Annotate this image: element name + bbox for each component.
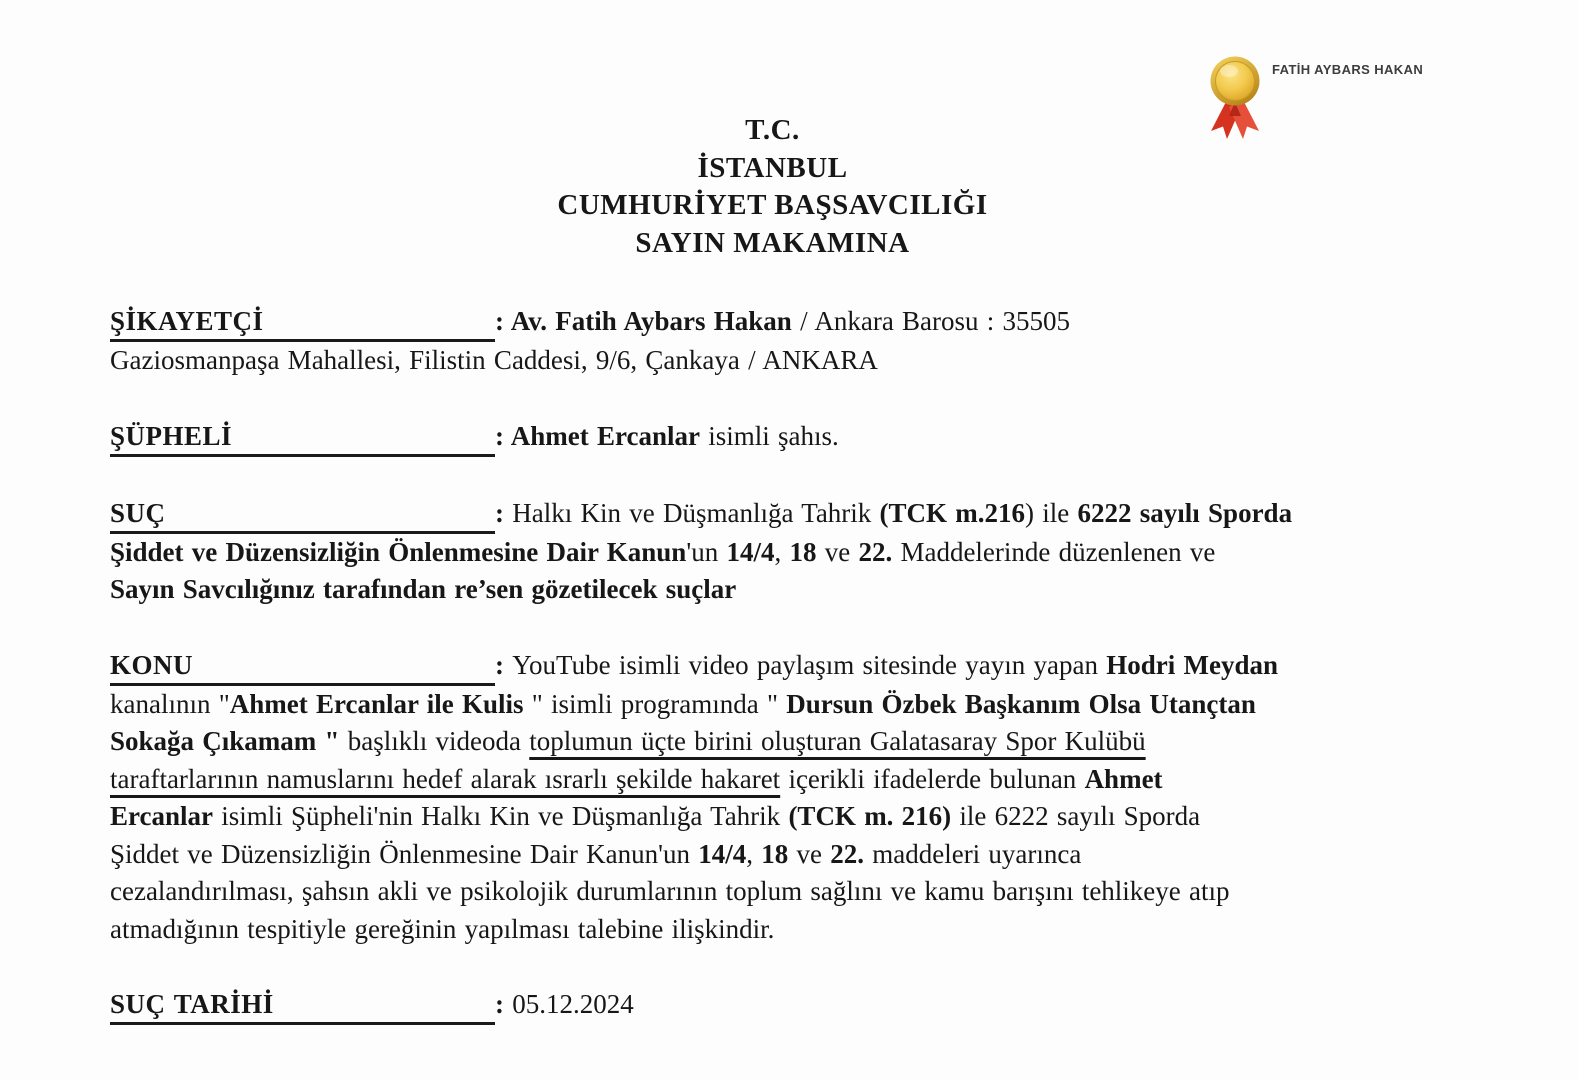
text-line [110,303,1450,342]
text-run: Şiddet ve Düzensizliğin Önlenmesine Dair Kanun [110,536,687,567]
text-run: Sayın Savcılığınız tarafından re’sen gözetilecek suçlar [110,574,737,604]
section-sikayetci [110,303,1450,380]
text-run: maddeleri uyarınca [863,838,1082,869]
text-run: : [495,649,513,680]
text-run: Ercanlar [110,801,213,831]
medal-icon [1208,54,1262,140]
text-run: Gaziosmanpaşa Mahallesi, Filistin Caddesi, 9/6, Çankaya / ANKARA [110,345,878,375]
award-badge [1208,54,1423,140]
text-run: isimli Şüpheli'nin Halkı Kin ve Düşmanlığa Tahrik [213,801,789,831]
text-line [110,873,1450,911]
text-line [110,761,1450,799]
text-run: / Ankara Barosu : 35505 [791,306,1071,336]
header-line-tc: T.C. [745,114,800,146]
text-run: 18 [789,536,817,567]
text-run: Dursun Özbek Başkanım Olsa Utançtan [786,688,1256,719]
text-line [110,798,1450,836]
text-line [110,647,1450,686]
text-run: Ahmet [1084,763,1163,794]
badge-owner-name: FATİH AYBARS HAKAN [1272,62,1424,77]
text-line [110,911,1450,949]
text-run: ile 6222 sayılı Sporda [951,801,1201,831]
text-run: Hodri Meydan [1106,649,1279,680]
text-line [110,571,1450,609]
section-suc [110,495,1450,609]
field-label: SUÇ [110,500,495,534]
text-run: taraftarlarının namuslarını hedef alarak ısrarlı şekilde hakaret [110,763,781,794]
text-line [110,342,1450,380]
text-line [110,534,1450,572]
text-run: ve [788,838,831,869]
text-run: Av. Fatih Aybars Hakan [510,306,792,336]
text-run: : [495,306,511,336]
text-run: Sokağa Çıkamam " [110,726,340,756]
field-label: KONU [110,652,495,686]
text-run: Şiddet ve Düzensizliğin Önlenmesine Dair Kanun'un [110,838,699,869]
document-body [110,303,1450,1025]
header-line-authority: SAYIN MAKAMINA [635,226,910,259]
text-line [110,495,1450,534]
text-run: : [495,989,513,1019]
text-line [110,418,1450,457]
text-run: (TCK m. 216) [788,801,952,831]
text-run: , [746,838,762,869]
text-run: atmadığının tespitiyle gereğinin yapılması talebine ilişkindir. [110,913,775,944]
text-run: 18 [761,838,789,869]
text-run: içerikli ifadelerde bulunan [780,763,1085,794]
text-run: 05.12.2024 [512,989,634,1019]
text-line [110,723,1450,761]
text-run: isimli şahıs. [700,420,839,451]
text-run: 14/4 [698,838,747,869]
header-line-office: CUMHURİYET BAŞSAVCILIĞI [557,189,988,221]
field-label: ŞİKAYETÇİ [110,308,495,342]
section-suc-tarihi [110,986,1450,1025]
text-run: 22. [858,536,893,567]
field-label: SUÇ TARİHİ [110,991,495,1025]
text-run: , [774,536,790,567]
text-line [110,686,1450,724]
section-supheli [110,418,1450,457]
text-run: Ahmet Ercanlar ile Kulis [229,688,524,719]
text-run: (TCK m.216 [879,497,1026,528]
section-konu [110,647,1450,949]
text-run: YouTube isimli video paylaşım sitesinde yayın yapan [512,649,1107,680]
text-run: 22. [830,838,864,869]
text-line [110,836,1450,874]
text-run: ve [816,536,859,567]
field-label: ŞÜPHELİ [110,423,495,457]
text-run: 'un [686,536,727,567]
text-run: Halkı Kin ve Düşmanlığa Tahrik [512,497,880,528]
text-run: : [495,420,511,451]
text-run: cezalandırılması, şahsın akli ve psikolojik durumlarının toplum sağlını ve kamu barışını tehlikeye atıp [110,876,1230,906]
text-line [110,986,1450,1025]
text-run: : [495,497,513,528]
text-run: " isimli programında " [523,688,787,719]
text-run: 14/4 [726,536,775,567]
text-run: kanalının " [110,688,230,719]
text-run: ) ile [1025,497,1078,528]
text-run: Maddelerinde düzenlenen ve [892,536,1216,567]
text-run: Ahmet Ercanlar [510,420,700,451]
text-run: 6222 sayılı Sporda [1077,497,1293,528]
text-run: başlıklı videoda [339,726,530,756]
header-line-city: İSTANBUL [697,151,848,184]
text-run: toplumun üçte birini oluşturan Galatasaray Spor Kulübü [529,726,1146,756]
